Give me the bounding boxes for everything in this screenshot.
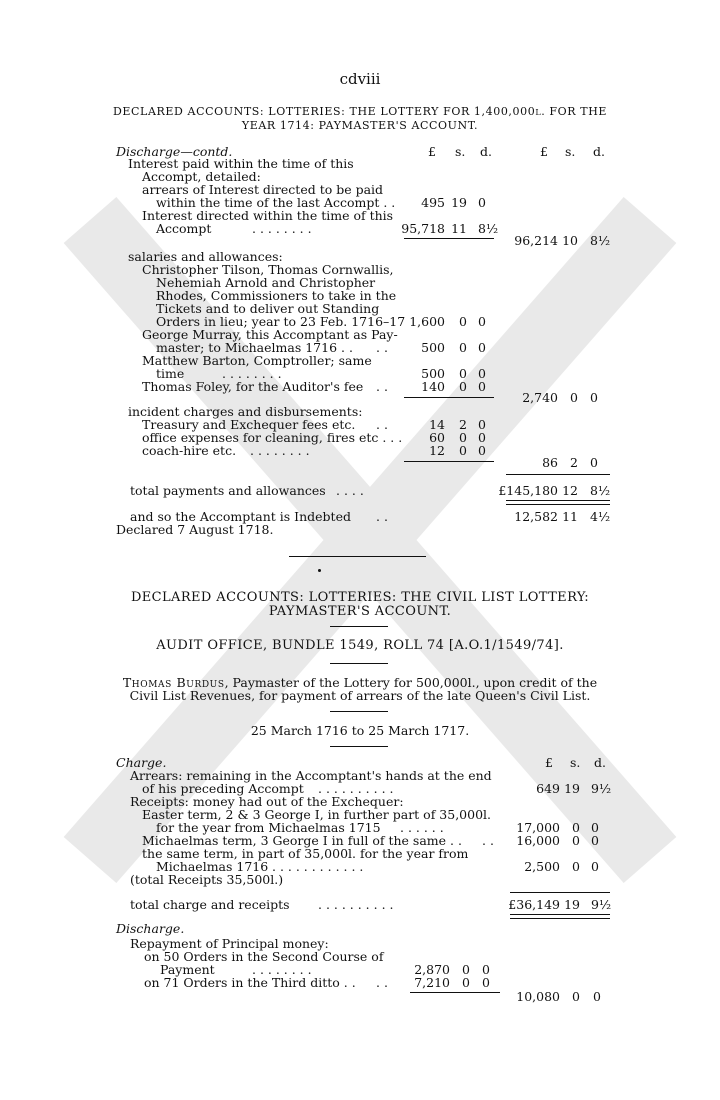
section2-heading-line2: PAYMASTER'S ACCOUNT. <box>268 604 452 619</box>
total-charge-shillings: 19 <box>564 897 580 912</box>
incident-total-pounds: 86 <box>542 455 558 470</box>
easter-line2: for the year from Michaelmas 1715 <box>156 820 381 835</box>
easter-dots: . . . . . . <box>400 820 444 835</box>
date-range: 25 March 1716 to 25 March 1717. <box>250 723 470 738</box>
directed-pounds: 95,718 <box>401 221 445 236</box>
repayment-heading: Repayment of Principal money: <box>130 936 329 951</box>
arrears-pence: 0 <box>478 195 486 210</box>
same-term-pence: 0 <box>591 859 599 874</box>
charge-arrears-line2: of his preceding Accompt <box>142 781 304 796</box>
directed-shillings: 11 <box>451 221 467 236</box>
incident-total-shillings: 2 <box>570 455 578 470</box>
office-line: office expenses for cleaning, fires etc . . . <box>142 430 403 445</box>
office-shillings: 0 <box>459 430 467 445</box>
indebted-pence: 4½ <box>590 509 611 524</box>
barton-shillings: 0 <box>459 366 467 381</box>
michaelmas-pounds: 16,000 <box>516 833 560 848</box>
easter-line1: Easter term, 2 & 3 George I, in further part of 35,000l. <box>142 807 492 822</box>
orders50-pounds: 2,870 <box>414 962 450 977</box>
michaelmas-dots: . . <box>482 833 494 848</box>
commissioners-pence: 0 <box>478 314 486 329</box>
foley-line1: Thomas Foley, for the Auditor's fee <box>142 379 364 394</box>
incident-heading: incident charges and disbursements: <box>128 404 363 419</box>
arrears-line2: within the time of the last Accompt . . <box>156 195 396 210</box>
paymaster-name: Thomas Burdus <box>122 675 225 690</box>
orders50-shillings: 0 <box>462 962 470 977</box>
foley-pence: 0 <box>478 379 486 394</box>
barton-dots: . . . . . . . . <box>222 366 282 381</box>
treasury-shillings: 2 <box>459 417 467 432</box>
charge-arrears-line1: Arrears: remaining in the Accomptant's hands at the end <box>130 768 492 783</box>
indebted-label: and so the Accomptant is Indebted <box>130 509 351 524</box>
rule <box>404 461 494 462</box>
orders50-line2: Payment <box>160 962 215 977</box>
discharge-label: Discharge—contd. <box>116 144 233 159</box>
commissioners-line4: Tickets and to deliver out Standing <box>156 301 380 316</box>
charge-arrears-pence: 9½ <box>591 781 612 796</box>
col-head-shillings: s. <box>455 144 466 159</box>
treasury-pounds: 14 <box>429 417 445 432</box>
commissioners-line5: Orders in lieu; year to 23 Feb. 1716–17 <box>156 314 406 329</box>
orders50-dots: . . . . . . . . <box>252 962 312 977</box>
declared-date: Declared 7 August 1718. <box>116 522 274 537</box>
charge-label: Charge. <box>116 755 167 770</box>
barton-pence: 0 <box>478 366 486 381</box>
col-head-pounds-3: £ <box>545 755 553 770</box>
discharge-total-pence: 0 <box>593 989 601 1004</box>
rule <box>506 474 610 475</box>
treasury-dots: . . <box>376 417 388 432</box>
col-head-pence-2: d. <box>593 144 605 159</box>
orders71-pounds: 7,210 <box>414 975 450 990</box>
directed-line1: Interest directed within the time of this <box>142 208 394 223</box>
easter-shillings: 0 <box>572 820 580 835</box>
rule <box>404 238 494 239</box>
commissioners-line3: Rhodes, Commissioners to take in the <box>156 288 397 303</box>
directed-pence: 8½ <box>478 221 499 236</box>
treasury-pence: 0 <box>478 417 486 432</box>
office-pence: 0 <box>478 430 486 445</box>
same-term-line2: Michaelmas 1716 <box>156 859 269 874</box>
total-payments-pence: 8½ <box>590 483 611 498</box>
separator-dot <box>318 569 321 572</box>
directed-line2: Accompt <box>156 221 212 236</box>
intro-rest: , Paymaster of the Lottery for 500,000l., upon credit of the <box>224 675 598 690</box>
total-payments-dots: . . . . <box>336 483 364 498</box>
total-payments-pounds: £145,180 <box>498 483 558 498</box>
coach-pence: 0 <box>478 443 486 458</box>
barton-line1: Matthew Barton, Comptroller; same <box>142 353 372 368</box>
treasury-line: Treasury and Exchequer fees etc. <box>142 417 356 432</box>
foley-shillings: 0 <box>459 379 467 394</box>
same-term-pounds: 2,500 <box>524 859 560 874</box>
discharge2-label: Discharge. <box>116 921 185 936</box>
col-head-pounds-2: £ <box>540 144 548 159</box>
indebted-shillings: 11 <box>562 509 578 524</box>
michaelmas-pence: 0 <box>591 833 599 848</box>
discharge-total-shillings: 0 <box>572 989 580 1004</box>
coach-shillings: 0 <box>459 443 467 458</box>
commissioners-pounds: 1,600 <box>409 314 445 329</box>
discharge-total-pounds: 10,080 <box>516 989 560 1004</box>
salaries-heading: salaries and allowances: <box>128 249 283 264</box>
interest-total-pence: 8½ <box>590 233 611 248</box>
directed-dots: . . . . . . . . <box>252 221 312 236</box>
same-term-line1: the same term, in part of 35,000l. for the year from <box>142 846 469 861</box>
col-head-pence: d. <box>480 144 492 159</box>
murray-dots: . . <box>376 340 388 355</box>
total-receipts-note: (total Receipts 35,500l.) <box>130 872 284 887</box>
section-separator <box>289 556 426 557</box>
commissioners-line2: Nehemiah Arnold and Christopher <box>156 275 376 290</box>
total-charge-pence: 9½ <box>591 897 612 912</box>
total-charge-pounds: £36,149 <box>508 897 560 912</box>
office-pounds: 60 <box>429 430 445 445</box>
col-head-shillings-2: s. <box>565 144 576 159</box>
rule <box>330 746 388 747</box>
total-charge-label: total charge and receipts <box>130 897 290 912</box>
rule <box>330 626 388 627</box>
salaries-total-pence: 0 <box>590 390 598 405</box>
murray-shillings: 0 <box>459 340 467 355</box>
indebted-pounds: 12,582 <box>514 509 558 524</box>
charge-arrears-shillings: 19 <box>564 781 580 796</box>
incident-total-pence: 0 <box>590 455 598 470</box>
orders50-pence: 0 <box>482 962 490 977</box>
same-term-dots: . . . . . . . . . . . . <box>272 859 364 874</box>
commissioners-shillings: 0 <box>459 314 467 329</box>
section1-heading-line1: DECLARED ACCOUNTS: LOTTERIES: THE LOTTERY FOR 1,400,000l. FOR THE <box>112 105 608 118</box>
orders71-line: on 71 Orders in the Third ditto . . <box>144 975 356 990</box>
charge-arrears-dots: . . . . . . . . . . <box>318 781 394 796</box>
murray-pounds: 500 <box>421 340 445 355</box>
coach-line: coach-hire etc. <box>142 443 237 458</box>
commissioners-line1: Christopher Tilson, Thomas Cornwallis, <box>142 262 394 277</box>
audit-reference: AUDIT OFFICE, BUNDLE 1549, ROLL 74 [A.O.1/1549/74]. <box>156 638 564 653</box>
arrears-shillings: 19 <box>451 195 467 210</box>
total-payments-shillings: 12 <box>562 483 578 498</box>
orders71-shillings: 0 <box>462 975 470 990</box>
rule <box>410 992 500 993</box>
col-head-pounds: £ <box>428 144 436 159</box>
coach-dots: . . . . . . . . <box>250 443 310 458</box>
section1-heading-line2: YEAR 1714: PAYMASTER'S ACCOUNT. <box>241 119 479 132</box>
double-rule <box>510 914 610 919</box>
receipts-heading: Receipts: money had out of the Exchequer: <box>130 794 404 809</box>
interest-line1: Interest paid within the time of this <box>128 156 354 171</box>
rule <box>330 711 388 712</box>
indebted-dots: . . <box>376 509 388 524</box>
interest-total-shillings: 10 <box>562 233 578 248</box>
murray-pence: 0 <box>478 340 486 355</box>
page-number: cdviii <box>339 70 381 88</box>
section2-heading-line1: DECLARED ACCOUNTS: LOTTERIES: THE CIVIL LIST LOTTERY: <box>130 590 590 605</box>
easter-pence: 0 <box>591 820 599 835</box>
total-payments-label: total payments and allowances <box>130 483 326 498</box>
arrears-line1: arrears of Interest directed to be paid <box>142 182 384 197</box>
barton-pounds: 500 <box>421 366 445 381</box>
murray-line1: George Murray, this Accomptant as Pay- <box>142 327 398 342</box>
foley-dots: . . <box>376 379 388 394</box>
rule <box>330 663 388 664</box>
barton-line2: time <box>156 366 185 381</box>
coach-pounds: 12 <box>429 443 445 458</box>
rule <box>404 397 494 398</box>
orders71-pence: 0 <box>482 975 490 990</box>
michaelmas-line: Michaelmas term, 3 George I in full of the same . . <box>142 833 462 848</box>
double-rule <box>506 500 610 505</box>
michaelmas-shillings: 0 <box>572 833 580 848</box>
intro-line2: Civil List Revenues, for payment of arrears of the late Queen's Civil List. <box>129 688 591 703</box>
foley-pounds: 140 <box>421 379 445 394</box>
salaries-total-shillings: 0 <box>570 390 578 405</box>
charge-arrears-pounds: 649 <box>536 781 560 796</box>
salaries-total-pounds: 2,740 <box>522 390 558 405</box>
orders50-line1: on 50 Orders in the Second Course of <box>144 949 384 964</box>
interest-total-pounds: 96,214 <box>514 233 558 248</box>
murray-line2: master; to Michaelmas 1716 . . <box>156 340 353 355</box>
col-head-pence-3: d. <box>594 755 606 770</box>
rule <box>510 892 610 893</box>
interest-line2: Accompt, detailed: <box>142 169 261 184</box>
orders71-dots: . . <box>376 975 388 990</box>
easter-pounds: 17,000 <box>516 820 560 835</box>
col-head-shillings-3: s. <box>570 755 581 770</box>
arrears-pounds: 495 <box>421 195 445 210</box>
total-charge-dots: . . . . . . . . . . <box>318 897 394 912</box>
same-term-shillings: 0 <box>572 859 580 874</box>
